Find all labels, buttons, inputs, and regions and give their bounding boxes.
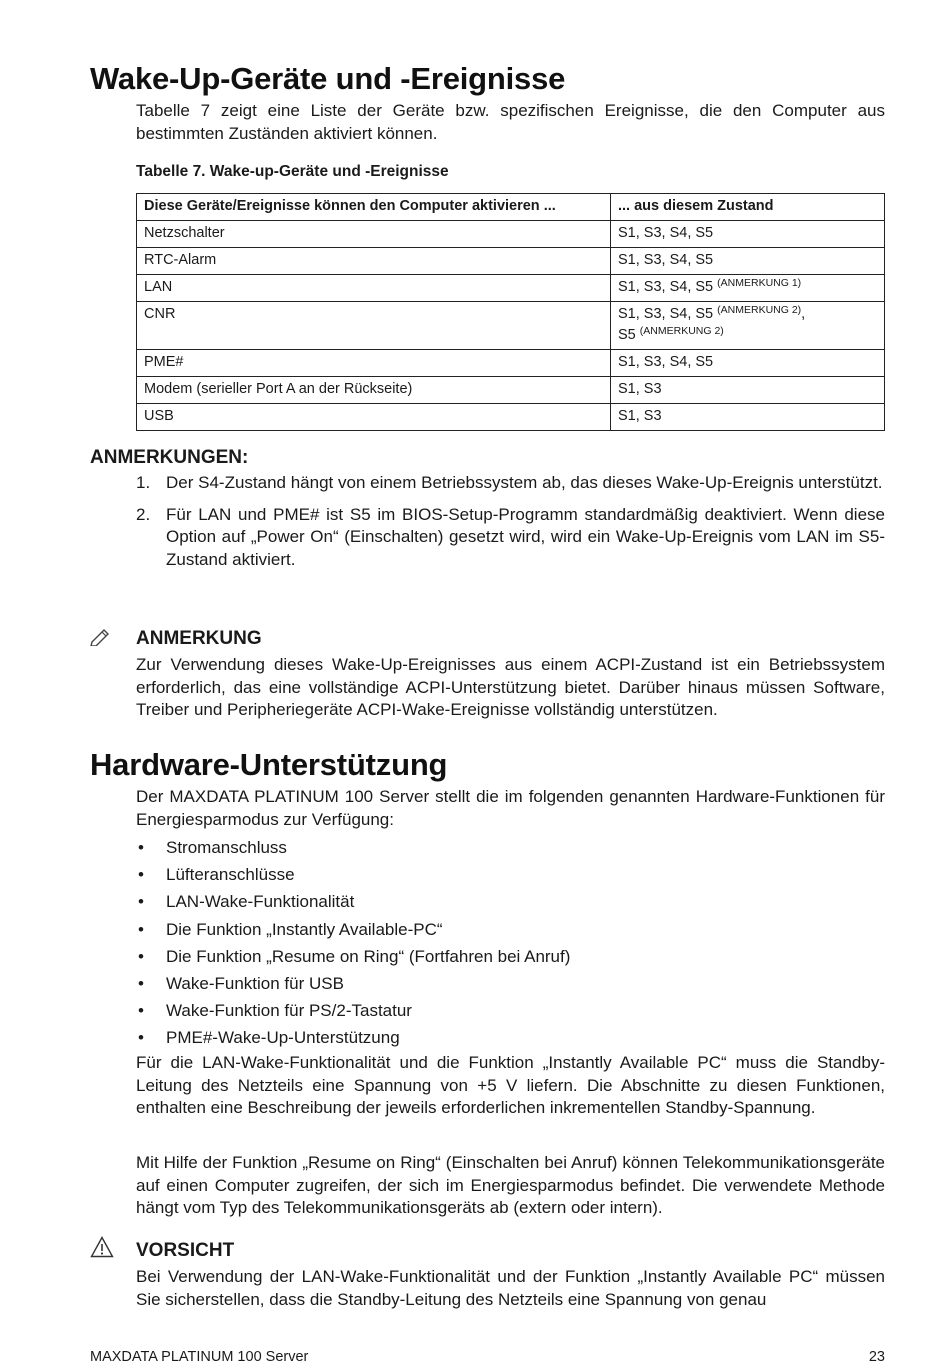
table-cell-device: Netzschalter bbox=[137, 221, 611, 248]
bullet: • bbox=[138, 892, 144, 912]
vorsicht-heading: VORSICHT bbox=[136, 1240, 235, 1261]
pencil-icon bbox=[90, 628, 112, 651]
hardware-paragraph-2: Mit Hilfe der Funktion „Resume on Ring“ (Einschalten bei Anruf) können Telekommunikationsgeräte auf einen Computer zugreifen, der sich im Energiesparmodus befindet. Die verwendete Methode hängt vom Typ des Telekommunikationsgeräts ab (extern oder intern). bbox=[136, 1153, 885, 1217]
state-value-2: S5 bbox=[618, 327, 636, 343]
table-cell-state: S1, S3 bbox=[611, 404, 885, 431]
table-row bbox=[137, 377, 885, 404]
table-cell-device: PME# bbox=[137, 350, 611, 377]
list-item bbox=[136, 861, 885, 888]
feature-text: Die Funktion „Resume on Ring“ (Fortfahren bei Anruf) bbox=[166, 946, 571, 966]
table-row bbox=[137, 221, 885, 248]
feature-text: Lüfteranschlüsse bbox=[166, 865, 295, 885]
feature-list bbox=[136, 834, 885, 1052]
table-cell-device: RTC-Alarm bbox=[137, 248, 611, 275]
list-item bbox=[136, 472, 885, 495]
list-item bbox=[136, 943, 885, 970]
feature-text: Stromanschluss bbox=[166, 838, 287, 857]
table-row bbox=[137, 404, 885, 431]
list-item bbox=[136, 888, 885, 915]
table-cell-device: Modem (serieller Port A an der Rückseite) bbox=[137, 377, 611, 404]
note-number: 1. bbox=[136, 473, 151, 492]
table-cell-state: S1, S3, S4, S5 bbox=[611, 221, 885, 248]
hardware-intro: Der MAXDATA PLATINUM 100 Server stellt die im folgenden genannten Hardware-Funktionen für Energiesparmodus zur Verfügung: bbox=[136, 787, 885, 829]
feature-text: PME#-Wake-Up-Unterstützung bbox=[166, 1028, 400, 1048]
bullet: • bbox=[138, 974, 144, 994]
table-caption: Tabelle 7. Wake-up-Geräte und -Ereignisse bbox=[136, 163, 449, 180]
list-item bbox=[136, 504, 885, 572]
bullet: • bbox=[138, 1028, 144, 1048]
feature-text: LAN-Wake-Funktionalität bbox=[166, 892, 355, 912]
feature-text: Wake-Funktion für USB bbox=[166, 974, 344, 994]
section-intro: Tabelle 7 zeigt eine Liste der Geräte bzw. spezifischen Ereignisse, die den Computer aus bestimmten Zuständen aktiviert können. bbox=[136, 101, 885, 143]
hardware-paragraph-1: Für die LAN-Wake-Funktionalität und die Funktion „Instantly Available PC“ muss die Standby-Leitung des Netzteils eine Spannung von +5 V liefern. Die Abschnitte zu diesen Funktionen, enthalten eine Beschreibung der jeweils erforderlichen inkrementellen Standby-Spannung. bbox=[136, 1053, 885, 1117]
section-title-hardware: Hardware-Unterstützung bbox=[90, 747, 448, 782]
note-text: Der S4-Zustand hängt von einem Betriebssystem ab, das dieses Wake-Up-Ereignis unterstützt. bbox=[166, 473, 883, 492]
table-cell-device: CNR bbox=[137, 302, 611, 350]
anmerkung-text: Zur Verwendung dieses Wake-Up-Ereignisses aus einem ACPI-Zustand ist ein Betriebssystem erforderlich, das eine vollständige ACPI-Unterstützung bietet. Darüber hinaus müssen Software, Treiber und Peripheriegeräte ACPI-Wake-Ereignisse vollständig unterstützen. bbox=[136, 655, 885, 719]
list-item bbox=[136, 970, 885, 997]
table-row bbox=[137, 275, 885, 302]
table-header-state: ... aus diesem Zustand bbox=[611, 194, 885, 221]
bullet: • bbox=[138, 865, 144, 885]
bullet: • bbox=[138, 838, 144, 857]
note-text: Für LAN und PME# ist S5 im BIOS-Setup-Programm standardmäßig deaktiviert. Wenn diese Option auf „Power On“ (Einschalten) gesetzt wird, wird ein Wake-Up-Ereignis vom LAN im S5-Zustand aktiviert. bbox=[166, 504, 885, 569]
footer-page-number: 23 bbox=[868, 1349, 885, 1365]
list-item bbox=[136, 916, 885, 943]
table-cell-device: USB bbox=[137, 404, 611, 431]
bullet: • bbox=[138, 946, 144, 966]
table-cell-state: S1, S3 bbox=[611, 377, 885, 404]
footnote-ref: (ANMERKUNG 2) bbox=[717, 304, 802, 316]
separator: , bbox=[801, 306, 806, 322]
state-value: S1, S3, S4, S5 bbox=[618, 306, 714, 322]
section-title-wake-up: Wake-Up-Geräte und -Ereignisse bbox=[90, 61, 566, 96]
footer-product-name: MAXDATA PLATINUM 100 Server bbox=[90, 1349, 309, 1365]
table-cell-state bbox=[611, 275, 885, 302]
feature-text: Die Funktion „Instantly Available-PC“ bbox=[166, 919, 443, 939]
bullet: • bbox=[138, 919, 144, 939]
table-row bbox=[137, 302, 885, 350]
vorsicht-text: Bei Verwendung der LAN-Wake-Funktionalität und der Funktion „Instantly Available PC“ müssen Sie sicherstellen, dass die Standby-Leitung des Netzteils eine Spannung von genau bbox=[136, 1267, 885, 1309]
table-row bbox=[137, 248, 885, 275]
table-cell-state: S1, S3, S4, S5 bbox=[611, 350, 885, 377]
table-cell-state: S1, S3, S4, S5 bbox=[611, 248, 885, 275]
table-cell-device: LAN bbox=[137, 275, 611, 302]
table-header-devices: Diese Geräte/Ereignisse können den Computer aktivieren ... bbox=[137, 194, 611, 221]
note-number: 2. bbox=[136, 504, 151, 524]
table-row bbox=[137, 350, 885, 377]
table-header-row bbox=[137, 194, 885, 221]
table-cell-state bbox=[611, 302, 885, 350]
bullet: • bbox=[138, 1001, 144, 1021]
anmerkung-heading: ANMERKUNG bbox=[136, 628, 262, 649]
warning-triangle-icon bbox=[90, 1236, 114, 1263]
list-item bbox=[136, 834, 885, 861]
list-item bbox=[136, 997, 885, 1024]
footnote-ref-2: (ANMERKUNG 2) bbox=[639, 325, 724, 337]
notes-list bbox=[136, 472, 885, 580]
wake-up-table bbox=[136, 193, 885, 431]
feature-text: Wake-Funktion für PS/2-Tastatur bbox=[166, 1001, 412, 1021]
state-value: S1, S3, S4, S5 bbox=[618, 279, 714, 295]
list-item bbox=[136, 1024, 885, 1051]
footnote-ref: (ANMERKUNG 1) bbox=[717, 277, 802, 289]
notes-heading: ANMERKUNGEN: bbox=[90, 447, 249, 468]
